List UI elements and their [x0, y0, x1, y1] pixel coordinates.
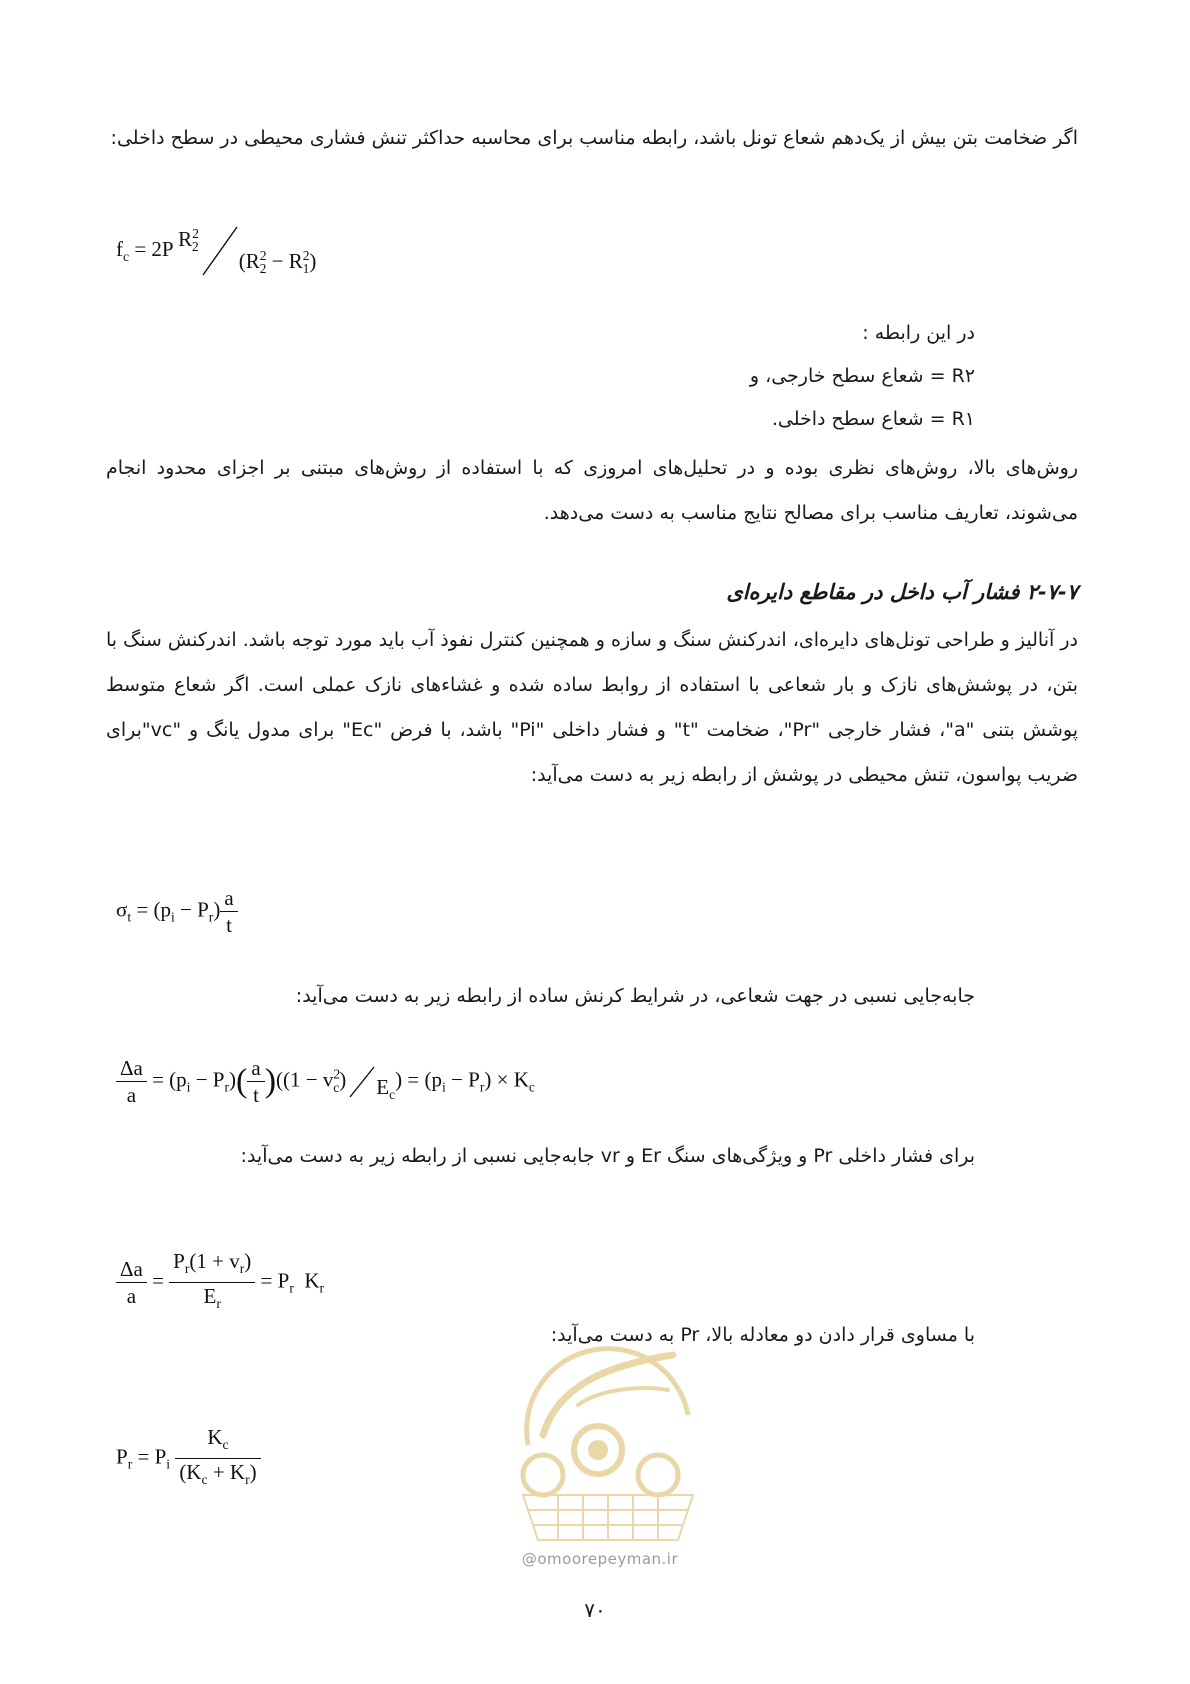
section-heading: ۲-۷-۷ فشار آب داخل در مقاطع دایره‌ای: [726, 580, 1078, 604]
equation-fc: $f_c = 2P$ $R^2_2(R^2_2 - R^2_1)$: [116, 225, 317, 276]
equation-sigma-t: $\sigma_t = (p_i - P_r)$ $\frac{a}{t}$: [116, 885, 238, 938]
equation-delta-a-rock: $\frac{\Delta a}{a}$ = $\frac{P_r(1 + v_r)}{E_r}$ = $P_r$ $K_r$: [116, 1248, 324, 1317]
paragraph-rock-displacement: برای فشار داخلی Pr و ویژگی‌های سنگ Er و vr جابه‌جایی نسبی از رابطه زیر به دست می‌آید:: [240, 1145, 975, 1167]
fraction-slash-2: [346, 1065, 376, 1099]
paragraph-methods: روش‌های بالا، روش‌های نظری بوده و در تحلیل‌های امروزی که با استفاده از روش‌های مبتنی بر اجزای محدود انجام می‌شوند، تعاریف مناسب برای مصالح نتایج مناسب به دست می‌دهد.: [106, 457, 1078, 524]
publisher-logo-watermark: [488, 1295, 718, 1545]
equation-delta-a-concrete: $\frac{\Delta a}{a}$ = $(p_i - P_r)$( $\frac{a}{t}$ )($(1 - v^2_c)$ $E_c) = (p_i - P_r) \times K_c$: [116, 1055, 535, 1108]
r2-definition: R۲ = شعاع سطح خارجی، و: [749, 365, 975, 387]
watermark-site: @omoorepeyman.ir: [521, 1550, 679, 1568]
in-this-relation-label: در این رابطه :: [862, 322, 975, 344]
r1-definition: R۱ = شعاع سطح داخلی.: [771, 408, 975, 430]
paragraph-concrete-thickness: اگر ضخامت بتن بیش از یک‌دهم شعاع تونل باشد، رابطه مناسب برای محاسبه حداکثر تنش فشاری محیطی در سطح داخلی:: [110, 127, 1078, 149]
paragraph-equating: با مساوی قرار دادن دو معادله بالا، Pr به دست می‌آید:: [550, 1324, 975, 1346]
fraction-slash: [199, 225, 239, 277]
paragraph-radial-displacement: جابه‌جایی نسبی در جهت شعاعی، در شرایط کرنش ساده از رابطه زیر به دست می‌آید:: [295, 985, 975, 1007]
page-number: ۷۰: [584, 1598, 606, 1622]
equation-pr: $P_r = P_i$ $\frac{K_c}{(K_c + K_r)}$: [116, 1424, 261, 1493]
paragraph-analysis: در آنالیز و طراحی تونل‌های دایره‌ای، اندرکنش سنگ و سازه و همچنین کنترل نفوذ آب باید مورد توجه باشد. اندرکنش سنگ با بتن، در پوشش‌های نازک و بار شعاعی با استفاده از روابط ساده شده و غشاءهای نازک عملی است. اگر شعاع متوسط پوشش بتنی "a"، فشار خارجی "Pr"، ضخامت "t" و فشار داخلی "Pi" باشد، با فرض "Ec" برای مدول یانگ و "vc"برای ضریب پواسون، تنش محیطی در پوشش از رابطه زیر به دست می‌آید:: [106, 629, 1078, 786]
